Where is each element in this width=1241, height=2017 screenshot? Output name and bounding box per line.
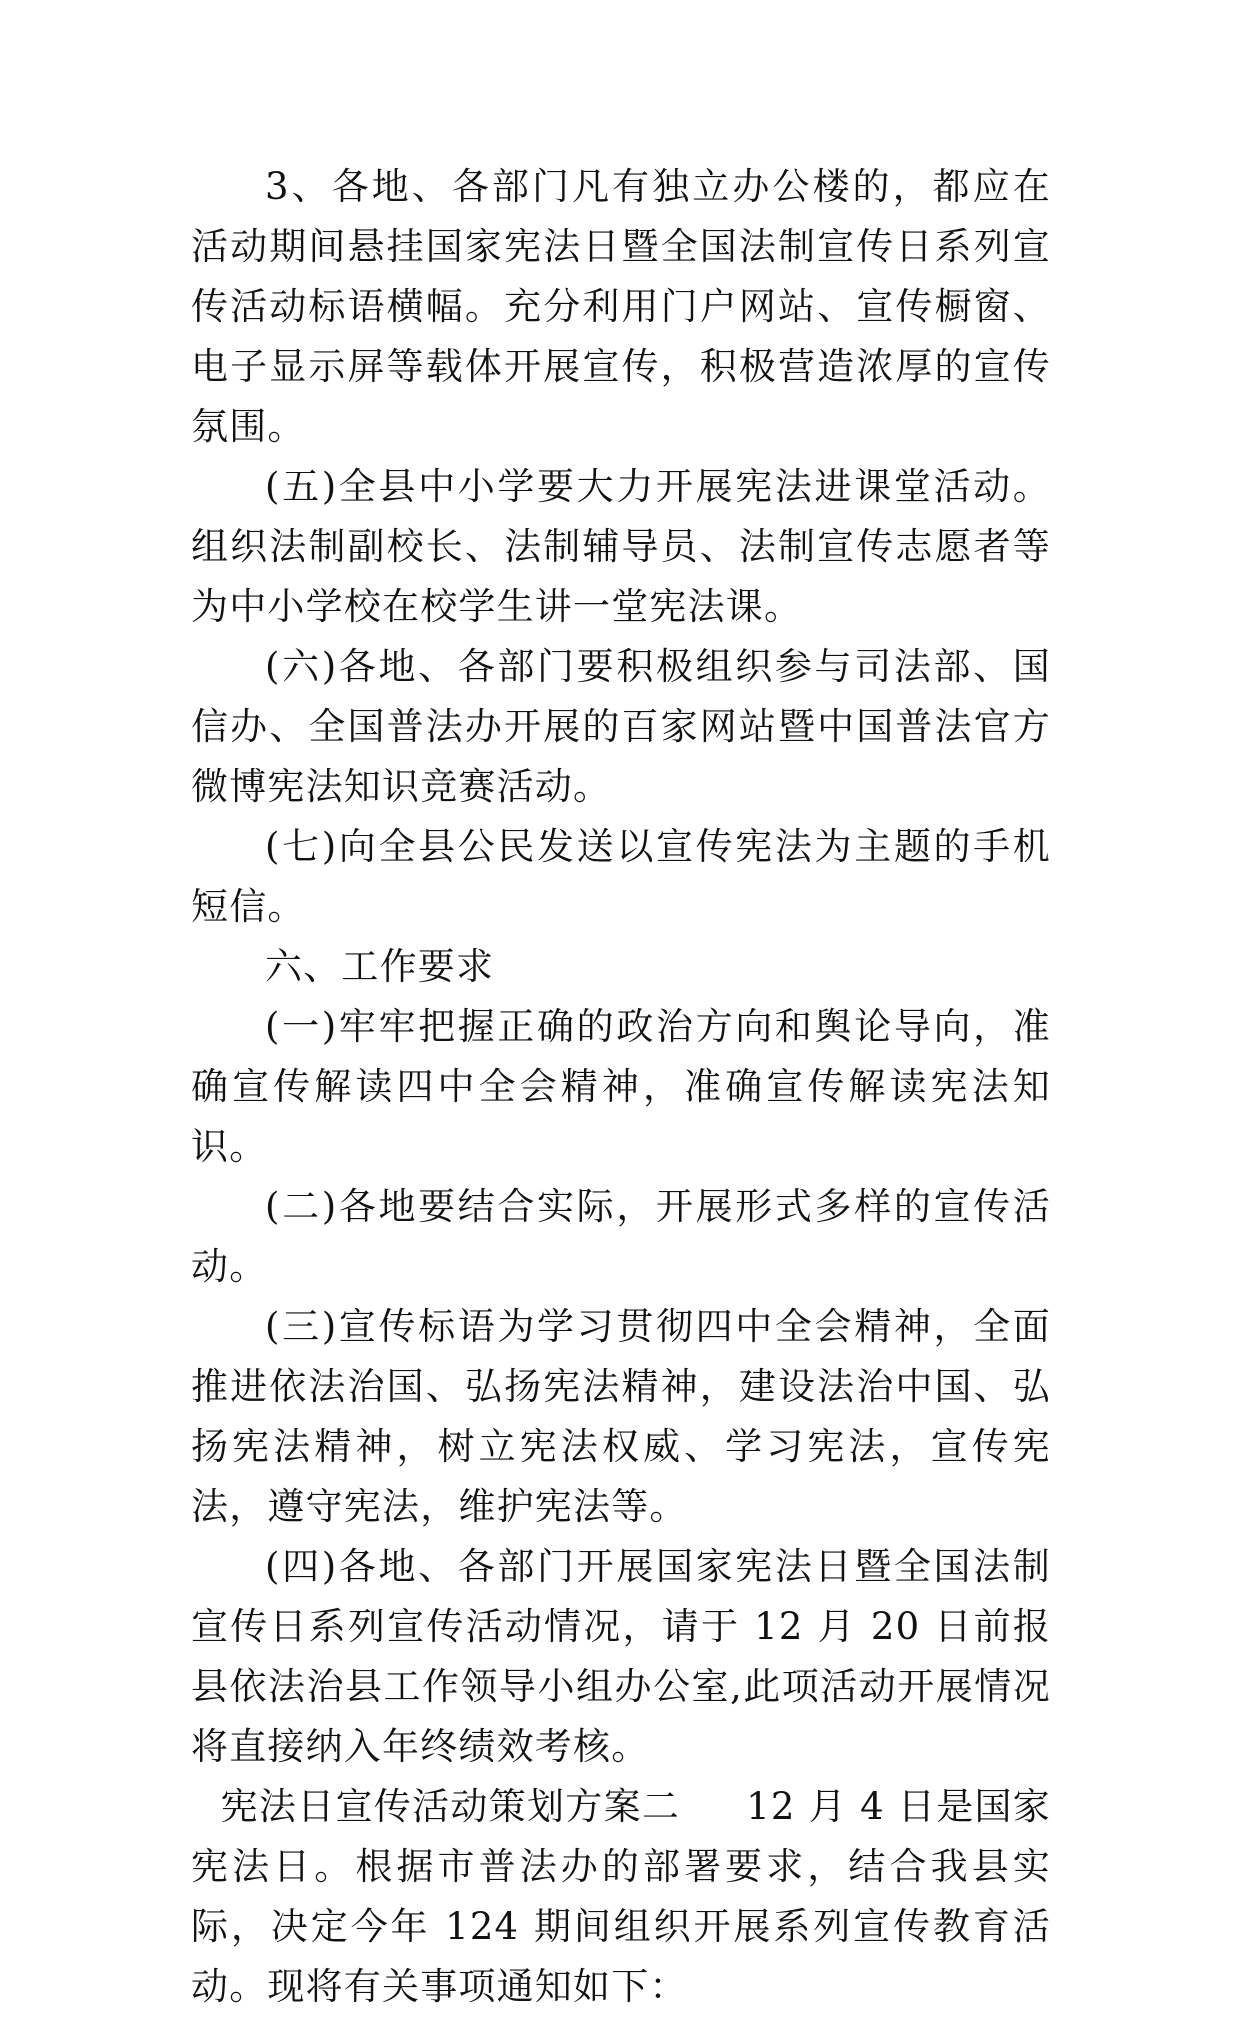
paragraph-knowledge-contest: (六)各地、各部门要积极组织参与司法部、国信办、全国普法办开展的百家网站暨中国普法官方微博宪法知识竞赛活动。 (191, 645, 1051, 808)
document-body (191, 157, 1051, 2017)
plan-two-heading: 宪法日宣传活动策划方案二 (220, 1785, 681, 1828)
section-heading-work-requirements: 六、工作要求 (265, 945, 495, 988)
plan-two-lead: 12 月 4 日是国家宪法日。根据市普法办的部署要求，结合我县实际，决定今年 124 期间组织开展系列宣传教育活动。现将有关事项通知如下： (191, 1785, 1051, 2008)
paragraph-reporting: (四)各地、各部门开展国家宪法日暨全国法制宣传日系列宣传活动情况，请于 12 月 20 日前报县依法治县工作领导小组办公室,此项活动开展情况将直接纳入年终绩效考核。 (191, 1545, 1051, 1768)
paragraph-local-activities: (二)各地要结合实际，开展形式多样的宣传活动。 (191, 1185, 1051, 1288)
paragraph-slogans: (三)宣传标语为学习贯彻四中全会精神，全面推进依法治国、弘扬宪法精神，建设法治中国、弘扬宪法精神，树立宪法权威、学习宪法，宣传宪法，遵守宪法，维护宪法等。 (191, 1305, 1051, 1528)
paragraph-political-direction: (一)牢牢把握正确的政治方向和舆论导向，准确宣传解读四中全会精神，准确宣传解读宪法知识。 (191, 1005, 1051, 1168)
paragraph-banner-display: 3、各地、各部门凡有独立办公楼的，都应在活动期间悬挂国家宪法日暨全国法制宣传日系列宣传活动标语横幅。充分利用门户网站、宣传橱窗、电子显示屏等载体开展宣传，积极营造浓厚的宣传氛围。 (191, 165, 1051, 448)
paragraph-sms: (七)向全县公民发送以宣传宪法为主题的手机短信。 (191, 825, 1051, 928)
paragraph-school-lesson: (五)全县中小学要大力开展宪法进课堂活动。组织法制副校长、法制辅导员、法制宣传志愿者等为中小学校在校学生讲一堂宪法课。 (191, 465, 1051, 628)
paragraph-plan-two (191, 1777, 1051, 2017)
